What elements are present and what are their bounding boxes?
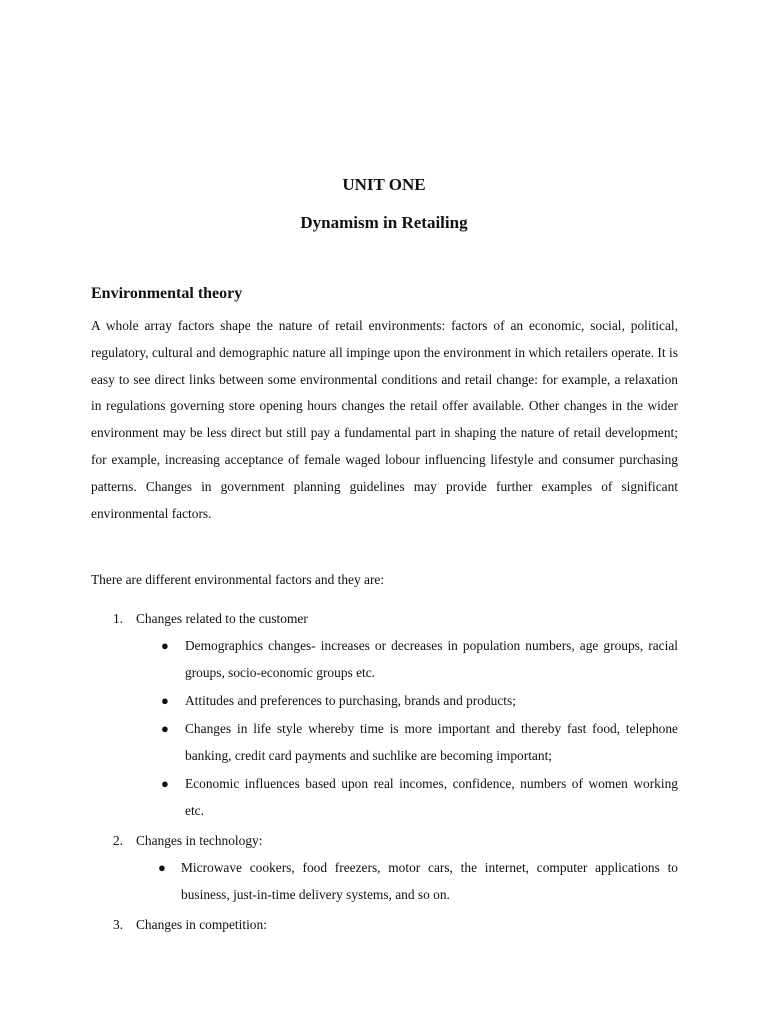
bullet-list (91, 632, 678, 824)
list-item-label: Changes in technology: (136, 833, 263, 848)
bullet-item (91, 687, 678, 714)
bullet-text: Demographics changes- increases or decreases in population numbers, age groups, racial groups, socio-economic groups etc. (185, 638, 678, 680)
bullet-text: Changes in life style whereby time is more important and thereby fast food, telephone banking, credit card payments and suchlike are becoming important; (185, 721, 678, 763)
list-item (91, 828, 678, 854)
bullet-icon: ● (161, 776, 169, 791)
bullet-icon: ● (161, 638, 169, 653)
factors-list (91, 606, 678, 938)
sub-list-container (91, 632, 678, 824)
list-item (91, 912, 678, 938)
bullet-icon: ● (161, 693, 169, 708)
unit-title: UNIT ONE (342, 175, 426, 194)
bullet-item (91, 770, 678, 824)
list-item-label: Changes in competition: (136, 917, 267, 932)
list-number: 3. (113, 917, 124, 932)
list-number: 2. (113, 833, 124, 848)
bullet-list (91, 854, 678, 908)
body-paragraph: A whole array factors shape the nature of retail environments: factors of an economic, social, political, regulatory, cultural and demographic nature all impinge upon the environment in which retailers operate. It is easy to see direct links between some environmental conditions and retail change: for example, a relaxation in regulations governing store opening hours changes the retail offer available. Other changes in the wider environment may be less direct but still pay a fundamental part in shaping the nature of retail development; for example, increasing acceptance of female waged lobour influencing lifestyle and consumer purchasing patterns. Changes in government planning guidelines may provide further examples of significant environmental factors. (91, 318, 678, 521)
sub-list-container (91, 854, 678, 908)
bullet-item (91, 854, 678, 908)
intro-paragraph: There are different environmental factors and they are: (91, 572, 385, 587)
bullet-text: Economic influences based upon real incomes, confidence, numbers of women working etc. (185, 776, 678, 818)
unit-subtitle: Dynamism in Retailing (300, 213, 468, 232)
bullet-text: Attitudes and preferences to purchasing, brands and products; (185, 693, 516, 708)
list-number: 1. (113, 611, 124, 626)
bullet-icon: ● (158, 860, 166, 875)
list-item (91, 606, 678, 632)
list-item-label: Changes related to the customer (136, 611, 308, 626)
bullet-item (91, 715, 678, 769)
section-heading: Environmental theory (91, 285, 243, 302)
bullet-item (91, 632, 678, 686)
bullet-icon: ● (161, 721, 169, 736)
bullet-text: Microwave cookers, food freezers, motor cars, the internet, computer applications to business, just-in-time delivery systems, and so on. (181, 860, 678, 902)
